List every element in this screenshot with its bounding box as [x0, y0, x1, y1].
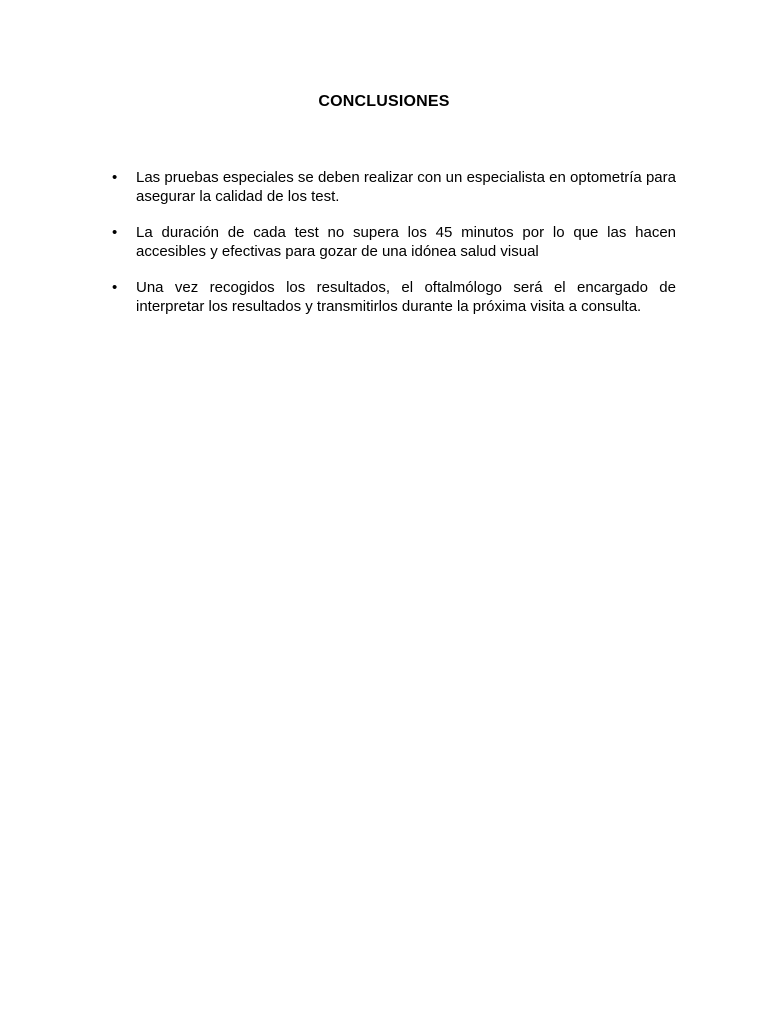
list-item: [110, 278, 676, 316]
list-item: [110, 168, 676, 206]
list-item-text: La duración de cada test no supera los 45 minutos por lo que las hacen accesibles y efectivas para gozar de una idónea salud visual: [136, 224, 676, 260]
list-item-text: Las pruebas especiales se deben realizar con un especialista en optometría para asegurar la calidad de los test.: [136, 169, 676, 205]
list-item-text: Una vez recogidos los resultados, el oftalmólogo será el encargado de interpretar los resultados y transmitirlos durante la próxima visita a consulta.: [136, 279, 676, 315]
list-item: [110, 223, 676, 261]
page-title: CONCLUSIONES: [318, 93, 450, 110]
conclusions-list: [110, 168, 676, 333]
bullet-icon: •: [112, 169, 118, 186]
bullet-icon: •: [112, 224, 118, 241]
bullet-icon: •: [112, 279, 118, 296]
